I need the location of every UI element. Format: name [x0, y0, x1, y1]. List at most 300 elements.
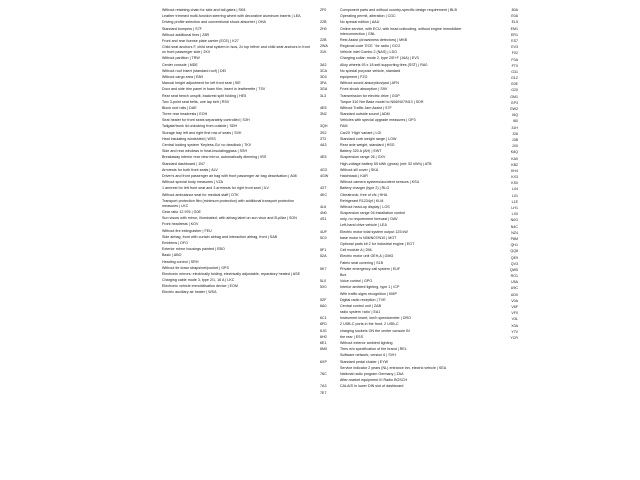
entry-code: VF0 [511, 311, 518, 316]
entry-code: 31H [511, 125, 518, 130]
entry-code: QH1 [510, 243, 518, 248]
entry-code: I60 [513, 119, 518, 124]
list-item [162, 45, 310, 55]
entry-code: 5X0 [320, 285, 327, 290]
entry-description: National radio program Germany | ZAA [340, 371, 404, 376]
list-item [320, 378, 468, 383]
list-item [478, 268, 518, 273]
columns-container [10, 8, 630, 474]
entry-description: Alloy wheels 93 x 18 self-supporting tires (SST) | RA0 [340, 62, 428, 67]
list-item [320, 366, 468, 371]
list-item [478, 231, 518, 236]
entry-description: Door and side trim panel in foam film, insert in leatherette | TSV [162, 87, 266, 92]
entry-description: Emblems | DFO [162, 240, 188, 245]
list-item [320, 267, 468, 272]
entry-description: Suspension range 26 | GXV [340, 155, 386, 160]
list-item [320, 193, 468, 198]
entry-description: Center console | MDE [162, 62, 198, 67]
entry-code: 4UF [320, 229, 327, 234]
list-item [162, 241, 310, 246]
entry-code: 2WA [320, 44, 328, 49]
entry-description: Online service, with ECU, with head unitcoding, without engine immobilizer interconnection | GNL [340, 26, 462, 36]
entry-description: Without head-up display | LOS [340, 204, 390, 209]
entry-description: the rear | ESS [340, 334, 364, 339]
entry-code: 3N2 [320, 112, 327, 117]
list-item [162, 278, 310, 283]
list-item [320, 372, 468, 377]
entry-code: LX0 [511, 212, 518, 217]
entry-code: 6A0 [320, 303, 327, 308]
list-item [162, 222, 310, 227]
list-item [478, 95, 518, 100]
list-item [320, 27, 468, 37]
entry-description: Without special body measures | VZA [162, 180, 224, 185]
entry-code: U9C [510, 286, 518, 291]
entry-code: EL5 [511, 20, 518, 25]
entry-code: QE9 [510, 255, 518, 260]
entry-description: Child seat anchors F, child seat system in Isos, 2x top tether and child seat anchors in front on front passenger side | 2KV [162, 45, 310, 55]
entry-code: 5ZF [320, 297, 327, 302]
entry-code: 5C0 [320, 235, 327, 240]
entry-description: Standard bumpers | S7F [162, 26, 202, 31]
entry-description: Suspension range 04 installation control [340, 211, 406, 216]
column-descriptions-left [162, 8, 310, 298]
list-item [162, 81, 310, 86]
entry-code: LH1 [511, 206, 518, 210]
entry-description: Standard outside sound | ADM [340, 112, 390, 117]
entry-code: 3GA [320, 87, 328, 92]
list-item [478, 169, 518, 174]
list-item [162, 235, 310, 240]
list-item [320, 360, 468, 365]
entry-code: E0A [511, 14, 518, 19]
entry-description: After-market equipment III Radio BOSCH [340, 378, 408, 383]
entry-code: EV3 [511, 45, 518, 50]
list-item [478, 70, 518, 75]
entry-description: Central locking system 'Keyless-Go' no deadlock | TKV [162, 143, 252, 148]
entry-description: Heading control | SRH [162, 259, 199, 264]
list-item [162, 137, 310, 142]
entry-description: Software network, version 6 | SVH [340, 353, 396, 358]
list-item [162, 168, 310, 173]
list-item [162, 155, 310, 160]
list-item [478, 132, 518, 137]
entry-code: EM1 [510, 26, 518, 31]
list-item [478, 249, 518, 254]
list-item [320, 20, 468, 25]
list-item [478, 262, 518, 267]
list-item [478, 175, 518, 180]
entry-description: Seat heater for front seats separately controlled | S3H [162, 118, 250, 123]
entry-code: 3D3 [320, 74, 327, 79]
list-item [478, 14, 518, 19]
list-item [320, 279, 468, 284]
entry-code: J3B [511, 137, 518, 142]
entry-code: 3L3 [320, 93, 327, 98]
list-item [478, 181, 518, 186]
list-item [162, 56, 310, 61]
list-item [162, 266, 310, 271]
list-item [162, 260, 310, 265]
entry-code: GP3 [510, 100, 518, 105]
entry-code: 6H0 [320, 334, 327, 339]
list-item [320, 310, 468, 315]
list-item [478, 243, 518, 248]
entry-description: Charging collar: mode 2, type 2/E+F (16A) | EV3 [340, 56, 419, 61]
entry-description: Hatchback | KAR [340, 173, 368, 178]
entry-code: KX3 [511, 175, 518, 180]
entry-description: Electronic vehicle immobilisation device | EOM [162, 284, 238, 289]
list-item [478, 225, 518, 230]
column-codes-mid [320, 8, 468, 398]
list-item [478, 293, 518, 298]
entry-code: 3S2 [320, 130, 327, 135]
entry-description: Without sound absorption/pad | AFN [340, 81, 399, 86]
list-item [320, 347, 468, 352]
list-item [162, 199, 310, 209]
list-item [478, 58, 518, 63]
list-item [478, 200, 518, 205]
entry-code: GM1 [510, 94, 518, 99]
entry-description: Driver's and front passenger air bag with front passenger air bag deactivation | A08 [162, 173, 297, 178]
entry-code: F02 [511, 51, 518, 56]
entry-code: 6M0 [320, 347, 328, 352]
entry-code: 6E1 [320, 341, 327, 346]
entry-code: G31 [511, 69, 518, 74]
entry-description: Front shock absorption | S9V [340, 87, 388, 92]
list-item [320, 137, 468, 142]
list-item [320, 292, 468, 297]
entry-code: P8M [510, 236, 518, 241]
entry-description: Storage tray left and right first row of seats | SVK [162, 130, 242, 135]
entry-description: Without ambulance seat for medical staff | DTK [162, 192, 239, 197]
entry-code: G1Z [511, 76, 518, 81]
entry-description: Battery charger (type 2) | RLG [340, 186, 390, 191]
entry-description: Without sill cover | SKA [340, 167, 379, 172]
entry-description: Without retaining chain for side and tail gates | SK8 [162, 8, 246, 12]
entry-description: Heat insulating windshield | WSS [162, 136, 216, 141]
list-item [320, 304, 468, 309]
list-item [478, 286, 518, 291]
entry-description: Central control unit | ZAB [340, 303, 382, 308]
entry-description: Vehicles with special upgrade measures | GP3 [340, 118, 416, 123]
list-item [320, 118, 468, 123]
list-item [320, 87, 468, 92]
column-codes-right [478, 8, 518, 342]
list-item [320, 230, 468, 235]
list-item [478, 299, 518, 304]
entry-code: KA0 [511, 156, 518, 161]
list-item [162, 229, 310, 234]
entry-description: Standard dashboard | 1N7 [162, 161, 205, 166]
list-item [162, 14, 310, 19]
list-item [320, 162, 468, 167]
list-item [320, 353, 468, 358]
list-item [320, 205, 468, 210]
entry-description: Climatronic, free of cfc | HHA [340, 192, 388, 197]
list-item [478, 113, 518, 118]
list-item [478, 20, 518, 25]
list-item [162, 247, 310, 252]
list-item [478, 150, 518, 155]
list-item [478, 311, 518, 316]
entry-description: With traffic signs recognition | KMP [340, 291, 397, 296]
list-item [320, 186, 468, 191]
list-item [478, 45, 518, 50]
entry-description: Battery 320 A (AH) | EWT [340, 149, 382, 154]
list-item [320, 63, 468, 68]
list-item [478, 317, 518, 322]
list-item [320, 335, 468, 340]
list-item [478, 274, 518, 279]
list-item [320, 329, 468, 334]
entry-code: 4E5 [320, 105, 327, 110]
entry-code: L1E [511, 199, 518, 204]
entry-code: 3T2 [320, 136, 327, 141]
entry-code: 7E7 [320, 390, 327, 395]
list-item [478, 51, 518, 56]
entry-code: 4A3 [320, 143, 327, 148]
entry-code: RO1 [510, 274, 518, 279]
list-item [320, 131, 468, 136]
entry-description: Instrument insert, km/h speedometer | DRO [340, 316, 411, 321]
entry-description: equipment | FZG [340, 74, 368, 79]
list-item [478, 237, 518, 242]
entry-code: QW5 [509, 267, 518, 272]
list-item [162, 272, 310, 277]
entry-code: 3FA [320, 81, 327, 86]
list-item [478, 144, 518, 149]
list-item [478, 187, 518, 192]
list-item [320, 8, 468, 13]
entry-description: Voice control | GPO [340, 279, 373, 284]
list-item [162, 162, 310, 167]
list-item [162, 94, 310, 99]
list-item [162, 33, 310, 38]
list-item [478, 336, 518, 341]
list-item [320, 391, 468, 396]
entry-code: 4L6 [320, 204, 327, 209]
entry-description: Fabric seat covering | S1B [340, 260, 384, 265]
entry-description: Rear seat bench unsplit, backrest split folding | HE5 [162, 93, 247, 98]
list-item [478, 64, 518, 69]
list-item [320, 50, 468, 55]
entry-description: Electric auxiliary air heater | WSA [162, 290, 217, 295]
entry-description: Exterior mirror housings painted | EBO [162, 247, 225, 252]
entry-code: L04 [512, 187, 518, 192]
entry-description: Box [340, 272, 347, 277]
list-item [320, 69, 468, 74]
entry-code: KB2 [511, 162, 518, 167]
entry-description: Three rear headrests | EOH [162, 112, 208, 117]
entry-code: V3L [511, 317, 518, 322]
entry-code: 6FD [320, 322, 327, 327]
list-item [478, 194, 518, 199]
entry-code: JX0 [511, 144, 518, 149]
entry-code: F0A [511, 57, 518, 62]
entry-description: Without tie down straps/net/pocket | GPS [162, 265, 229, 270]
list-item [478, 101, 518, 106]
entry-code: U5A [511, 280, 518, 285]
list-item [320, 14, 468, 19]
list-item [162, 124, 310, 129]
list-item [320, 223, 468, 228]
list-item [320, 143, 468, 148]
entry-description: Torque 310 Nm Base model to N06/N07/N13 | SDR [340, 99, 424, 104]
entry-code: 52A [320, 254, 327, 259]
list-item [478, 163, 518, 168]
entry-code: G0E [510, 82, 518, 87]
entry-code: FT0 [511, 63, 518, 68]
entry-code: 4S1 [320, 217, 327, 222]
list-item [320, 217, 468, 222]
entry-code: GW2 [509, 107, 518, 111]
list-item [478, 107, 518, 112]
list-item [162, 284, 310, 289]
list-item [478, 76, 518, 81]
list-item [162, 253, 310, 258]
entry-description: Without additional tires | Z8R [162, 32, 210, 37]
list-item [162, 27, 310, 32]
entry-code: 5K7 [320, 266, 327, 271]
list-item [320, 38, 468, 43]
entry-code: 6C1 [320, 316, 327, 321]
entry-description: Armrests for both front seats | ALV [162, 167, 218, 172]
list-item [478, 305, 518, 310]
list-item [162, 186, 310, 191]
entry-code: L01 [512, 193, 518, 198]
list-item [320, 94, 468, 99]
list-item [320, 322, 468, 327]
entry-description: Electric motor unit OEH,A | GMG [340, 254, 394, 259]
list-item [320, 81, 468, 86]
list-item [320, 236, 468, 241]
list-item [162, 8, 310, 13]
entry-code: 43T [320, 186, 327, 191]
list-item [320, 56, 468, 61]
entry-description: Basic | ABO [162, 253, 182, 258]
entry-description: Regional code 'ECE ' for radio | GCO [340, 44, 401, 49]
entry-code: 6XP [320, 359, 327, 364]
entry-code: 5F1 [320, 248, 327, 253]
entry-description: Front headrests | KOV [162, 222, 199, 227]
entry-description: only, no requirement forecast | DAV [340, 217, 398, 222]
entry-description: Tires w/o specification of tire brand | REL [340, 347, 407, 352]
list-item [478, 88, 518, 93]
list-item [162, 210, 310, 215]
entry-code: K8Q [510, 150, 518, 155]
entry-description: Block roof rails | DAE [162, 105, 197, 110]
list-item [478, 39, 518, 44]
list-item [320, 261, 468, 266]
entry-description: Without partition | TRW [162, 56, 200, 61]
list-item [162, 75, 310, 80]
list-item [478, 330, 518, 335]
entry-description: CALAIS In lower DIN slot of dashboard [340, 384, 404, 389]
entry-description: radio system 'ratio' | EA1 [340, 310, 381, 315]
entry-code: 2F0 [320, 8, 327, 12]
list-item [478, 82, 518, 87]
entry-description: Gear ratio 12.976 | G0E [162, 210, 201, 214]
entry-code: 3QH [320, 124, 328, 129]
entry-description: Side airbag, front with curtain airbag and interaction airbag, front | SAB [162, 234, 278, 239]
entry-description: Rear axle weight, standard | HSG [340, 143, 395, 148]
list-item [320, 341, 468, 346]
entry-code: N0G [510, 218, 518, 223]
list-item [162, 290, 310, 295]
list-item [162, 216, 310, 221]
entry-description: Without cargo area | E8H [162, 74, 204, 79]
list-item [320, 285, 468, 290]
entry-description: Interior ambient lighting, type 1 | ICP [340, 285, 400, 290]
list-item [162, 118, 310, 123]
entry-description: Car2X 'High' variant | LGI [340, 130, 382, 135]
entry-description: Transport protection film (minimum protection) with additional transport protection measures | LKC [162, 198, 295, 208]
entry-code: V0A [511, 298, 518, 303]
list-item [320, 248, 468, 253]
list-item [320, 124, 468, 129]
entry-code: J26 [512, 131, 518, 136]
entry-description: Without fire extinguisher | FEU [162, 228, 212, 233]
list-item [478, 27, 518, 32]
entry-description: Transmission for electric drive | GGP [340, 93, 400, 98]
list-item [478, 157, 518, 162]
entry-code: 31K [320, 50, 327, 55]
list-item [162, 20, 310, 25]
list-item [320, 75, 468, 80]
entry-code: KH4 [511, 168, 518, 173]
entry-description: Digital radio reception | TVE [340, 297, 386, 302]
list-item [320, 149, 468, 154]
entry-description: 2 USB-C ports in the front, 2 USB-C [340, 322, 399, 327]
list-item [478, 119, 518, 124]
entry-code: YCR [510, 335, 518, 340]
list-item [162, 131, 310, 136]
entry-code: 22B [320, 37, 327, 42]
list-item [320, 211, 468, 216]
list-item [320, 174, 468, 179]
list-item [162, 174, 310, 179]
entry-description: Without Traffic Jam Assist | S7F [340, 105, 392, 110]
entry-description: Electronic mirrors: electrically folding, electrically adjustable, reparatory heated | ASE [162, 271, 300, 276]
entry-code: 80A [511, 8, 518, 12]
entry-description: Without roof insert (standard roof) | DEI [162, 68, 227, 73]
entry-code: N4C [510, 224, 518, 229]
entry-description: Optional parts kit 2 for industrial engine | EGT [340, 242, 415, 247]
entry-description: 1 armrest for left front seat and 3 armrests for right front seat | ILV [162, 186, 269, 191]
list-item [162, 193, 310, 198]
entry-code: 76C [320, 371, 327, 376]
entry-description: Tailgate/trunk lid unlocking from outside | SDH [162, 124, 238, 129]
list-item [320, 106, 468, 111]
entry-code: ES7 [511, 38, 518, 43]
list-item [162, 100, 310, 105]
list-item [320, 298, 468, 303]
entry-description: Private emergency call system | EUF [340, 266, 401, 271]
list-item [162, 112, 310, 117]
list-item [478, 218, 518, 223]
entry-description: FAM [340, 124, 348, 129]
entry-code: ER1 [511, 32, 518, 37]
entry-description: Two 3-point seat belts, one lap belt | RSV [162, 99, 230, 104]
entry-description: No special purpose vehicle, standard [340, 68, 401, 73]
entry-code: V6F [511, 305, 518, 309]
list-item [162, 143, 310, 148]
list-item [320, 242, 468, 247]
list-item [162, 180, 310, 185]
list-item [478, 280, 518, 285]
list-item [162, 149, 310, 154]
